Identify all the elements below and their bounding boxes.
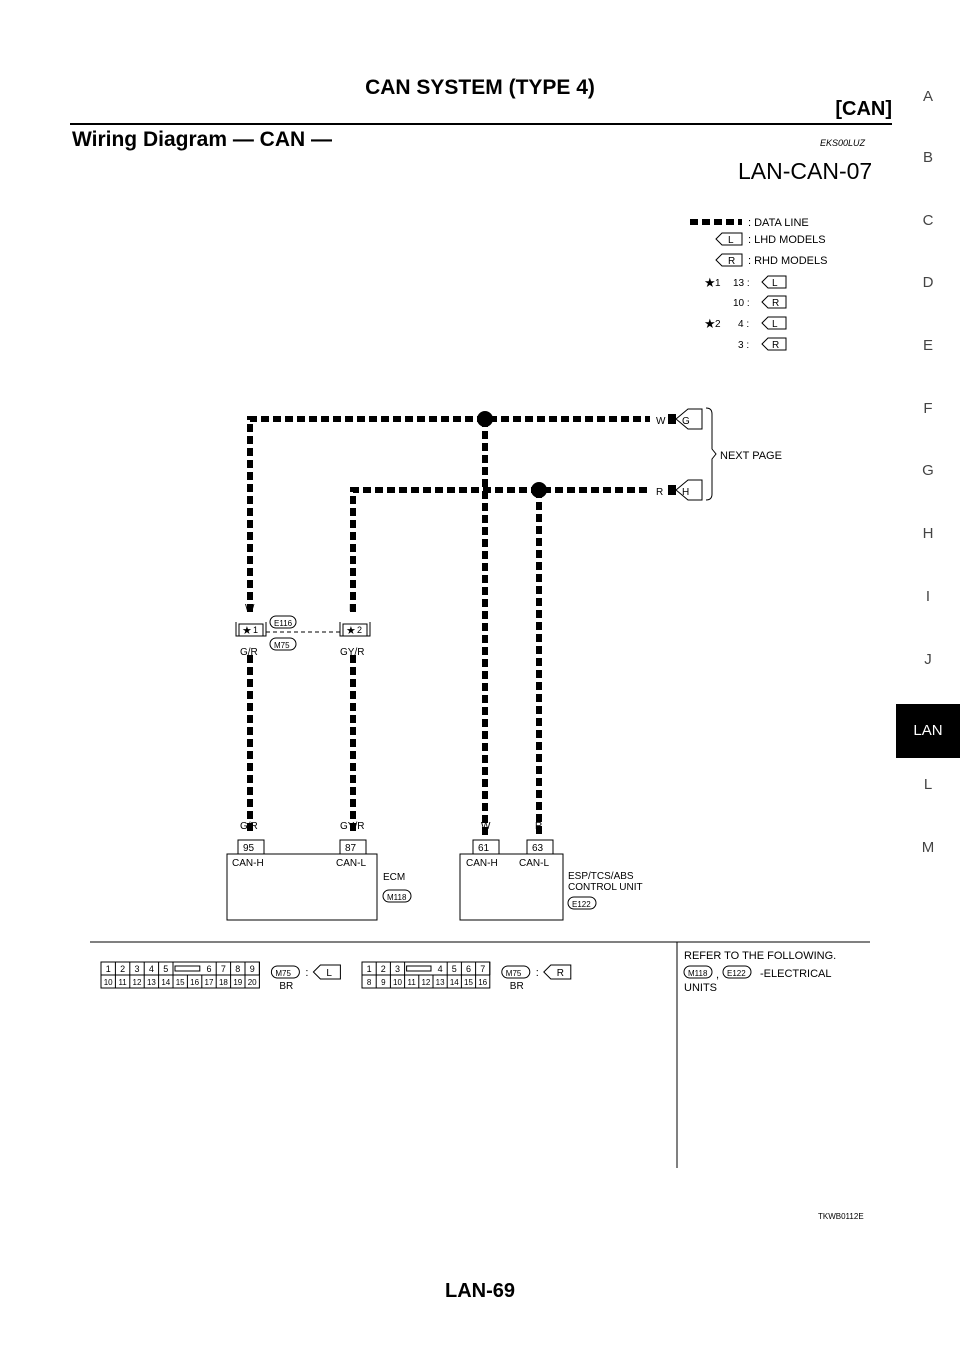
section-code: EKS00LUZ [820, 138, 866, 148]
svg-text:13 :: 13 : [733, 278, 750, 289]
pin-number: 4 [148, 964, 154, 974]
refer-note [684, 950, 836, 994]
svg-text:CAN-H: CAN-H [466, 858, 498, 869]
section-title: Wiring Diagram — CAN — [72, 128, 332, 151]
index-tab-f[interactable]: F [923, 400, 933, 417]
index-tab-h[interactable]: H [922, 525, 934, 542]
svg-text:2: 2 [715, 319, 721, 330]
pin-number: 19 [233, 978, 243, 987]
star1-icon: ★ [704, 275, 716, 290]
joint-connector [236, 603, 370, 658]
svg-text:L: L [728, 235, 734, 246]
pin-number: 10 [103, 978, 113, 987]
svg-text:CAN-L: CAN-L [519, 858, 550, 869]
svg-text:L: L [326, 968, 332, 979]
pin-number: 5 [451, 964, 457, 974]
svg-text:R: R [728, 256, 736, 267]
svg-text:GY/R: GY/R [340, 821, 365, 832]
pin-number: 17 [204, 978, 214, 987]
connector-name: M75 [275, 969, 291, 978]
pin-number: 7 [480, 964, 486, 974]
pin-number: 12 [421, 978, 431, 987]
pin-number: 9 [249, 964, 255, 974]
pin-number: 1 [105, 964, 111, 974]
index-tab-c[interactable]: C [922, 212, 934, 229]
svg-text:R: R [772, 340, 780, 351]
svg-text:E116: E116 [274, 619, 293, 628]
svg-text:W: W [656, 416, 666, 427]
page-number: LAN-69 [444, 1280, 515, 1302]
pin-number: 12 [132, 978, 142, 987]
index-tab-lan[interactable]: LAN [896, 704, 960, 758]
star2-icon: ★ [704, 316, 716, 331]
svg-text:95: 95 [243, 843, 255, 854]
svg-text:ECM: ECM [383, 872, 406, 883]
index-tab-d[interactable]: D [922, 274, 934, 291]
index-tab-g[interactable]: G [922, 462, 934, 479]
svg-text:E122: E122 [727, 969, 746, 978]
svg-text:R: R [556, 968, 565, 979]
pin-number: 14 [449, 978, 459, 987]
wire-color: BR [509, 981, 524, 992]
connector-face-m75-lhd [101, 962, 340, 992]
svg-text:1: 1 [253, 625, 259, 635]
svg-text:★: ★ [242, 625, 252, 637]
pin-number: 5 [163, 964, 169, 974]
svg-text:R: R [772, 298, 780, 309]
svg-text:H: H [682, 487, 690, 498]
svg-text:M118: M118 [688, 969, 708, 978]
page-header-title: CAN SYSTEM (TYPE 4) [365, 76, 595, 99]
svg-text:G: G [682, 416, 690, 427]
pin-number: 15 [175, 978, 185, 987]
svg-text:87: 87 [345, 843, 357, 854]
svg-text:-ELECTRICAL: -ELECTRICAL [760, 968, 832, 980]
pin-number: 7 [220, 964, 226, 974]
index-tab-a[interactable]: A [922, 88, 933, 105]
pin-number: 2 [380, 964, 386, 974]
diagram-code: LAN-CAN-07 [738, 158, 873, 184]
ecm-unit [227, 821, 411, 920]
legend-rhd: : RHD MODELS [748, 255, 828, 267]
pin-number: 2 [120, 964, 126, 974]
pin-number: 4 [437, 964, 443, 974]
svg-text:L: L [772, 319, 778, 330]
svg-text::: : [535, 967, 539, 979]
pin-number: 8 [235, 964, 241, 974]
pin-number: 6 [465, 964, 472, 974]
svg-text:,: , [716, 969, 720, 981]
svg-text:61: 61 [478, 843, 490, 854]
svg-text:R: R [349, 603, 357, 614]
pin-number: 9 [381, 978, 386, 987]
svg-text:UNITS: UNITS [684, 982, 717, 994]
next-page-label: NEXT PAGE [720, 450, 782, 462]
pin-number: 3 [394, 964, 401, 974]
pin-number: 8 [366, 978, 372, 987]
svg-text:G/R: G/R [240, 647, 258, 658]
pin-number: 6 [206, 964, 212, 974]
data-lines [250, 419, 650, 835]
svg-text:W: W [245, 603, 255, 614]
pin-number: 18 [218, 978, 228, 987]
splice-point [531, 482, 547, 498]
svg-text:R: R [656, 487, 664, 498]
svg-text:G/R: G/R [240, 821, 258, 832]
svg-text:M118: M118 [387, 893, 407, 902]
legend-lhd: : LHD MODELS [748, 234, 826, 246]
svg-text:R: R [535, 821, 543, 832]
pin-number: 16 [478, 978, 488, 987]
pin-number: 13 [146, 978, 156, 987]
pin-number: 11 [407, 978, 416, 987]
svg-text:CONTROL UNIT: CONTROL UNIT [568, 882, 643, 893]
legend-data-line: : DATA LINE [748, 217, 809, 229]
section-index [896, 0, 960, 1358]
pin-number: 16 [190, 978, 200, 987]
index-tab-m[interactable]: M [921, 839, 935, 856]
svg-text:1: 1 [715, 278, 721, 289]
svg-text:GY/R: GY/R [340, 647, 365, 658]
index-tab-i[interactable]: I [925, 588, 931, 605]
svg-text::: : [305, 967, 309, 979]
svg-text:L: L [772, 278, 778, 289]
svg-text:63: 63 [532, 843, 544, 854]
pin-number: 14 [161, 978, 171, 987]
svg-text:3 :: 3 : [738, 340, 750, 351]
svg-text:M75: M75 [274, 641, 290, 650]
svg-text:CAN-L: CAN-L [336, 858, 367, 869]
connector-face-m75-rhd [362, 962, 571, 992]
pin-number: 1 [366, 964, 372, 974]
splice-point [477, 411, 493, 427]
svg-text:2: 2 [357, 625, 363, 635]
svg-text:REFER TO THE FOLLOWING.: REFER TO THE FOLLOWING. [684, 950, 837, 962]
pin-number: 20 [247, 978, 257, 987]
figure-code: TKWB0112E [818, 1212, 864, 1221]
svg-text:★: ★ [346, 625, 356, 637]
index-tab-l[interactable]: L [923, 776, 933, 793]
index-tab-e[interactable]: E [922, 337, 933, 354]
svg-text:10 :: 10 : [733, 298, 750, 309]
pin-number: 3 [134, 964, 140, 974]
next-page-connectors [656, 408, 782, 500]
legend [690, 217, 827, 351]
svg-text:CAN-H: CAN-H [232, 858, 264, 869]
page-header-section: [CAN] [835, 98, 892, 120]
pin-number: 13 [435, 978, 445, 987]
index-tab-j[interactable]: J [924, 651, 932, 668]
pin-number: 10 [393, 978, 402, 987]
wire-color: BR [279, 981, 294, 992]
svg-text:E122: E122 [572, 900, 591, 909]
connector-name: M75 [505, 969, 522, 978]
index-tab-b[interactable]: B [922, 149, 933, 166]
svg-text:ESP/TCS/ABS: ESP/TCS/ABS [568, 871, 634, 882]
pin-number: 11 [118, 978, 127, 987]
svg-text:W: W [481, 821, 491, 832]
abs-unit [460, 821, 643, 920]
pin-number: 15 [464, 978, 473, 987]
svg-text:4 :: 4 : [738, 319, 750, 330]
